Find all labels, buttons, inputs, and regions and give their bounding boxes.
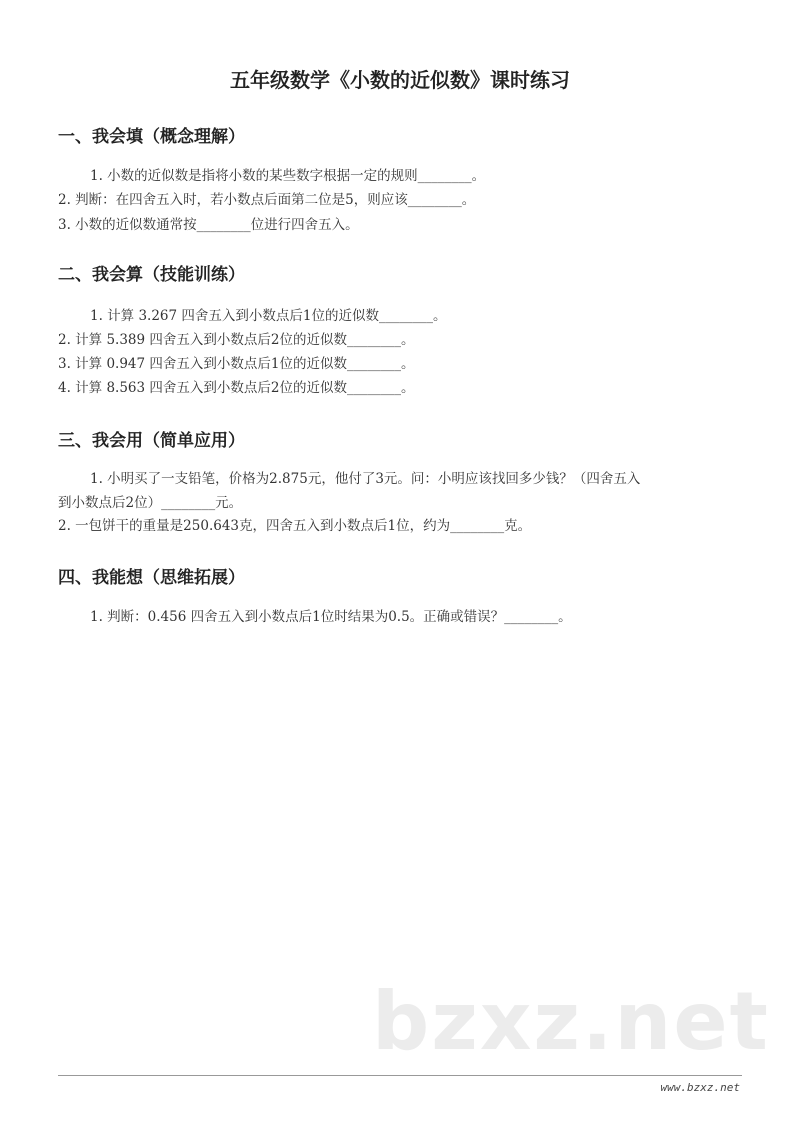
- question-3-2: 2. 一包饼干的重量是250.643克，四舍五入到小数点后1位，约为________克。: [58, 518, 532, 534]
- question-2-1: 1. 计算 3.267 四舍五入到小数点后1位的近似数________。: [90, 308, 447, 324]
- footer-divider: [58, 1075, 742, 1076]
- section-heading-2: 二、我会算（技能训练）: [58, 265, 245, 285]
- question-2-2: 2. 计算 5.389 四舍五入到小数点后2位的近似数________。: [58, 332, 415, 348]
- question-4-1: 1. 判断：0.456 四舍五入到小数点后1位时结果为0.5。正确或错误？________。: [90, 609, 572, 625]
- question-1-2: 2. 判断：在四舍五入时，若小数点后面第二位是5，则应该________。: [58, 192, 476, 208]
- question-2-3: 3. 计算 0.947 四舍五入到小数点后1位的近似数________。: [58, 356, 415, 372]
- watermark: bzxz.net: [372, 975, 770, 1068]
- page-title: 五年级数学《小数的近似数》课时练习: [230, 68, 570, 92]
- question-1-1: 1. 小数的近似数是指将小数的某些数字根据一定的规则________。: [90, 168, 486, 184]
- section-heading-1: 一、我会填（概念理解）: [58, 127, 245, 147]
- section-heading-4: 四、我能想（思维拓展）: [58, 568, 245, 588]
- question-3-1: 1. 小明买了一支铅笔，价格为2.875元，他付了3元。问：小明应该找回多少钱？（四舍五入: [90, 471, 641, 487]
- question-1-3: 3. 小数的近似数通常按________位进行四舍五入。: [58, 217, 359, 233]
- footer-url: www.bzxz.net: [660, 1081, 740, 1094]
- question-2-4: 4. 计算 8.563 四舍五入到小数点后2位的近似数________。: [58, 380, 415, 396]
- question-3-1-cont: 到小数点后2位）________元。: [58, 495, 243, 511]
- section-heading-3: 三、我会用（简单应用）: [58, 431, 245, 451]
